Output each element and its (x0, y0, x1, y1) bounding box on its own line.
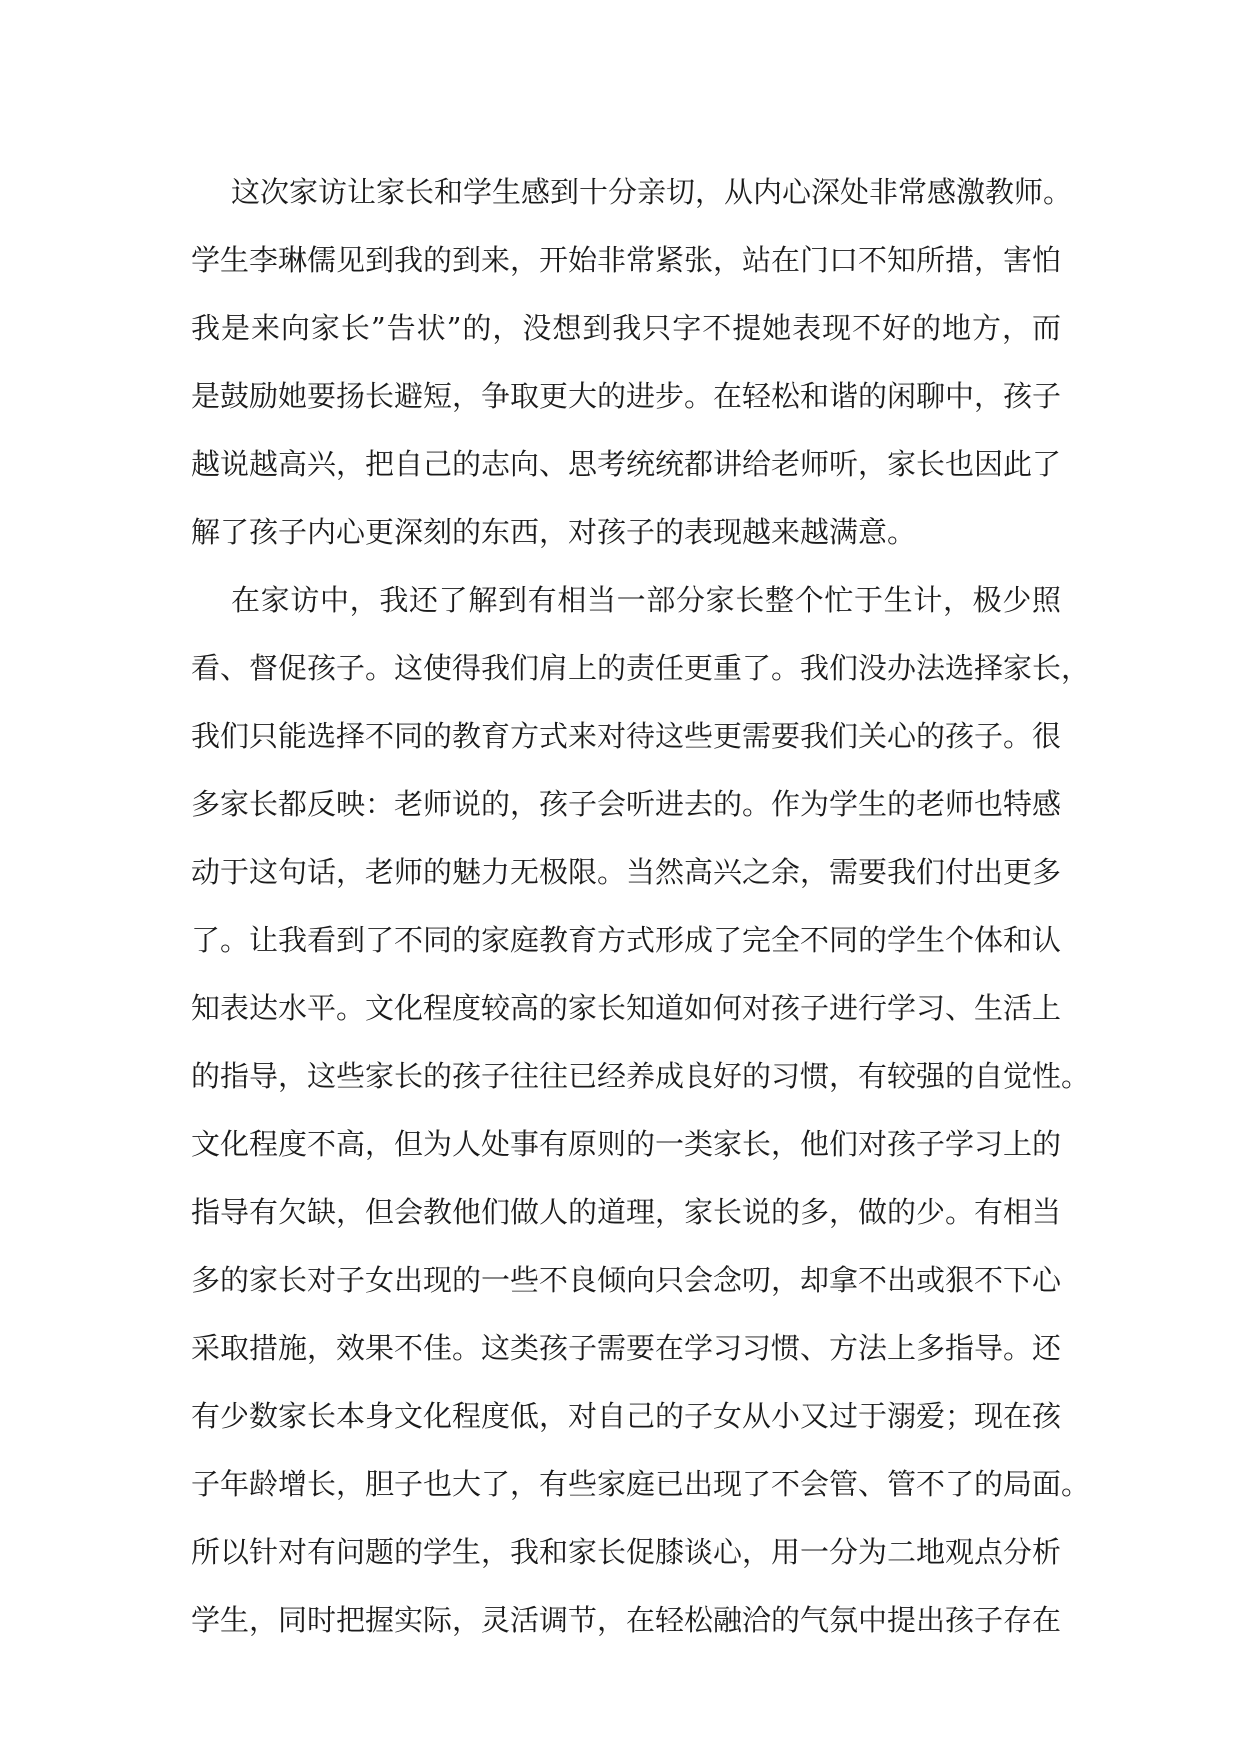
text-line: 的指导，这些家长的孩子往往已经养成良好的习惯，有较强的自觉性。 (191, 1059, 1091, 1093)
text-line: 学生李琳儒见到我的到来，开始非常紧张，站在门口不知所措，害怕 (191, 243, 1062, 277)
text-line: 有少数家长本身文化程度低，对自己的子女从小又过于溺爱；现在孩 (191, 1399, 1062, 1433)
paragraph-2 (191, 566, 1091, 1654)
text-line: 多的家长对子女出现的一些不良倾向只会念叨，却拿不出或狠不下心 (191, 1263, 1062, 1297)
text-line: 这次家访让家长和学生感到十分亲切，从内心深处非常感激教师。 (231, 175, 1073, 209)
text-line: 是鼓励她要扬长避短，争取更大的进步。在轻松和谐的闲聊中，孩子 (191, 379, 1062, 413)
text-line: 知表达水平。文化程度较高的家长知道如何对孩子进行学习、生活上 (191, 991, 1062, 1025)
paragraph-1 (191, 158, 1073, 566)
text-line: 解了孩子内心更深刻的东西，对孩子的表现越来越满意。 (191, 515, 917, 549)
text-line: 在家访中，我还了解到有相当一部分家长整个忙于生计，极少照 (231, 583, 1061, 617)
text-line: 看、督促孩子。这使得我们肩上的责任更重了。我们没办法选择家长， (191, 651, 1091, 685)
text-line: 我是来向家长”告状”的，没想到我只字不提她表现不好的地方，而 (191, 311, 1061, 345)
text-line: 了。让我看到了不同的家庭教育方式形成了完全不同的学生个体和认 (191, 923, 1062, 957)
body-text (191, 158, 1091, 1654)
text-line: 所以针对有问题的学生，我和家长促膝谈心，用一分为二地观点分析 (191, 1535, 1062, 1569)
text-line: 文化程度不高，但为人处事有原则的一类家长，他们对孩子学习上的 (191, 1127, 1062, 1161)
text-line: 动于这句话，老师的魅力无极限。当然高兴之余，需要我们付出更多 (191, 855, 1062, 889)
text-line: 我们只能选择不同的教育方式来对待这些更需要我们关心的孩子。很 (191, 719, 1062, 753)
text-line: 学生，同时把握实际，灵活调节，在轻松融洽的气氛中提出孩子存在 (191, 1603, 1062, 1637)
text-line: 指导有欠缺，但会教他们做人的道理，家长说的多，做的少。有相当 (191, 1195, 1062, 1229)
text-line: 子年龄增长，胆子也大了，有些家庭已出现了不会管、管不了的局面。 (191, 1467, 1091, 1501)
text-line: 越说越高兴，把自己的志向、思考统统都讲给老师听，家长也因此了 (191, 447, 1062, 481)
text-line: 多家长都反映：老师说的，孩子会听进去的。作为学生的老师也特感 (191, 787, 1062, 821)
text-line: 采取措施，效果不佳。这类孩子需要在学习习惯、方法上多指导。还 (191, 1331, 1062, 1365)
